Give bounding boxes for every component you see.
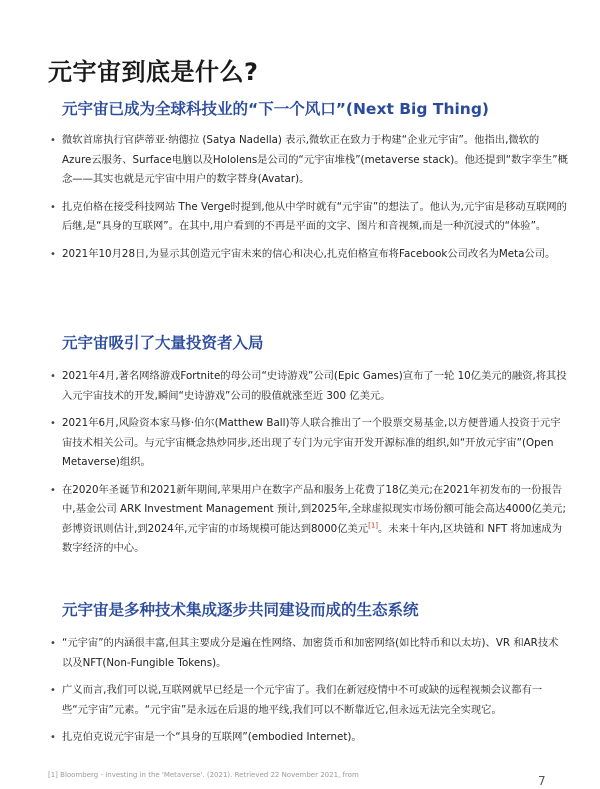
section-investors <box>48 331 568 559</box>
list-item <box>48 681 568 720</box>
section-heading: 元宇宙吸引了大量投资者入局 <box>62 334 264 352</box>
item-text: 2021年4月,著名网络游戏Fortnite的母公司“史诗游戏”公司(Epic Games)宣布了一轮 10亿美元的融资,将其投入元宇宙技术的开发,瞬间“史诗游戏”公司的股值就涨至近 300 亿美元。 <box>62 370 567 402</box>
list-item <box>48 367 568 406</box>
section-heading: 元宇宙是多种技术集成逐步共同建设而成的生态系统 <box>62 601 419 619</box>
list-item <box>48 245 568 265</box>
item-text: 扎克伯格在接受科技网站 The Verge时提到,他从中学时就有“元宇宙”的想法了。他认为,元宇宙是移动互联网的后继,是“具身的互联网”。在其中,用户看到的不再是平面的文字、图片和音视频,而是一种沉浸式的“体验”。 <box>62 200 567 232</box>
item-text: 2021年6月,风险资本家马修·伯尔(Matthew Ball)等人联合推出了一个股票交易基金,以方便普通人投资于元宇宙技术相关公司。与元宇宙概念热炒同步,还出现了专门为元宇宙开发开源标准的组织,如“开放元宇宙”(Open Metaverse)组织。 <box>62 417 561 468</box>
section-ecosystem <box>48 598 568 748</box>
section-next-big-thing <box>48 97 568 264</box>
item-text: 在2020年圣诞节和2021新年期间,苹果用户在数字产品和服务上花费了18亿美元;在2021年初发布的一份报告中,基金公司 ARK Investment Management 预计,到2025年,全球虚拟现实市场份额可能会高达4000亿美元;彭博资讯则估计,到2024年,元宇宙的市场规模可能达到8000亿美元 <box>62 483 566 535</box>
list-item <box>48 414 568 473</box>
list-item <box>48 131 568 190</box>
page-title: 元宇宙到底是什么? <box>48 58 259 86</box>
page-number: 7 <box>538 774 546 788</box>
section-heading: 元宇宙已成为全球科技业的“下一个风口”(Next Big Thing) <box>62 100 490 118</box>
list-item <box>48 728 568 748</box>
item-text: “元宇宙”的内涵很丰富,但其主要成分是遍在性网络、加密货币和加密网络(如比特币和以太坊)、VR 和AR技术以及NFT(Non-Fungible Tokens)。 <box>62 637 559 669</box>
bullet-list <box>48 131 568 264</box>
item-text: 微软首席执行官萨蒂亚·纳德拉 (Satya Nadella) 表示,微软正在致力于构建“企业元宇宙”。他指出,微软的Azure云服务、Surface电脑以及Hololens是公司的“元宇宙堆栈”(metaverse stack)。他还提到“数字孪生”概念——其实也就是元宇宙中用户的数字替身(Avatar)。 <box>62 134 568 185</box>
bullet-list <box>48 634 568 748</box>
bullet-list <box>48 367 568 559</box>
footnote: [1] Bloomberg - Investing in the 'Metaverse'. (2021). Retrieved 22 November 2021, from <box>48 771 359 779</box>
list-item <box>48 481 568 559</box>
list-item <box>48 634 568 673</box>
item-text-tail: 。未来十年内,区块链和 NFT 将加速成为数字经济的中心。 <box>62 522 563 554</box>
item-text: 广义而言,我们可以说,互联网就早已经是一个元宇宙了。我们在新冠疫情中不可或缺的远程视频会议都有一些“元宇宙”元素。“元宇宙”是永远在后退的地平线,我们可以不断靠近它,但永远无法完全实现它。 <box>62 684 543 716</box>
footnote-reference[interactable]: [1] <box>368 521 379 530</box>
item-text: 2021年10月28日,为显示其创造元宇宙未来的信心和决心,扎克伯格宣布将Facebook公司改名为Meta公司。 <box>62 247 556 260</box>
item-text: 扎克伯克说元宇宙是一个“具身的互联网”(embodied Internet)。 <box>62 731 362 743</box>
list-item <box>48 198 568 237</box>
